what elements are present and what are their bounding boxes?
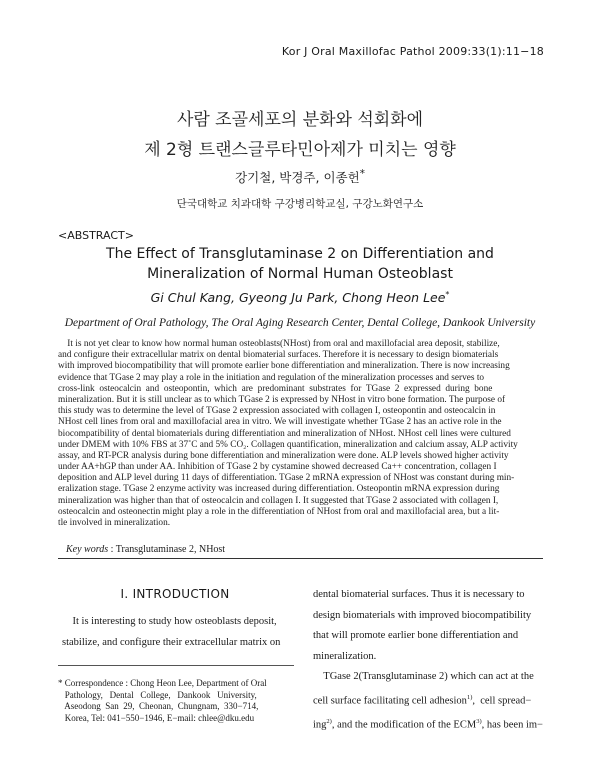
- english-affiliation: Department of Oral Pathology, The Oral Aging Research Center, Dental College, Dankook University: [64, 317, 536, 329]
- abstract-line: biocompatibility of dental biomaterials during differentiation and mineralization of NHost. NHost cell lines were cultured: [58, 428, 511, 439]
- correspondence-footnote: [58, 678, 296, 724]
- body-line: TGase 2(Transglutaminase 2) which can act at the: [313, 671, 534, 683]
- body-line: dental biomaterial surfaces. Thus it is necessary to: [313, 589, 525, 600]
- text-fragment: cell surface facilitating cell adhesion: [313, 695, 467, 707]
- abstract-line: with improved biocompatibility that will promote earlier bone differentiation and mineralization. There is now increasing: [58, 361, 510, 372]
- abstract-line: eralization stage. TGase 2 enzyme activity was increased during differentiation. Osteopontin mRNA expression during: [58, 484, 500, 495]
- abstract-line: mineralization was higher than that of osteocalcin and collagen I. It suggested that TGase 2 associated with collagen I,: [58, 495, 499, 506]
- body-line: [313, 688, 544, 712]
- abstract-line: under AA+hGP than under AA. Inhibition of TGase 2 by cystamine showed decreased Ca++ concentration, collagen I: [58, 462, 497, 473]
- abstract-body: [58, 339, 543, 529]
- keywords-label: Key words: [66, 544, 109, 555]
- abstract-line: mineralization. But it is still unclear as to which TGase 2 is expressed by NHost in vitro bone formation. The purpose of: [58, 394, 506, 405]
- right-column-text: [313, 585, 544, 736]
- korean-authors: [0, 168, 600, 186]
- body-line: that will promote earlier bone differentiation and: [313, 630, 519, 642]
- english-authors: [0, 290, 600, 305]
- english-title-line-2: Mineralization of Normal Human Osteoblast: [147, 266, 453, 282]
- citation-ref: 2): [326, 718, 332, 726]
- english-title-line-1: The Effect of Transglutaminase 2 on Differentiation and: [106, 246, 494, 262]
- abstract-line: under DMEM with 10% FBS at 37˚C and 5% CO₂. Collagen quantification, mineralization and calcium assay, ALP activity: [58, 439, 518, 450]
- journal-reference: Kor J Oral Maxillofac Pathol 2009:33(1):11−18: [281, 45, 544, 58]
- text-fragment: , cell spread−: [472, 695, 532, 707]
- abstract-line: cross-link osteocalcin and osteopontin, which are predominant substrates for TGase 2 expressed during bone: [58, 383, 493, 394]
- section-heading-introduction: I. INTRODUCTION: [120, 587, 230, 601]
- body-line: It is interesting to study how osteoblasts deposit,: [62, 616, 277, 627]
- footnote-line: * Correspondence : Chong Heon Lee, Department of Oral: [58, 678, 267, 688]
- korean-affiliation: 단국대학교 치과대학 구강병리학교실, 구강노화연구소: [176, 198, 424, 210]
- korean-author-names: 강기철, 박경주, 이종헌: [235, 170, 360, 186]
- footnote-line: Aseodong San 29, Cheonan, Chungnam, 330−714,: [58, 701, 259, 712]
- body-line: [313, 712, 544, 736]
- footnote-line: Pathology, Dental College, Dankook University,: [58, 689, 257, 700]
- abstract-line: osteocalcin and osteonectin might play a role in the differentiation of NHost from oral and maxillofacial area, but a lit-: [58, 506, 500, 517]
- korean-title-line-1: 사람 조골세포의 분화와 석회화에: [176, 110, 424, 130]
- footnote-divider: [58, 665, 294, 666]
- keywords-value: : Transglutaminase 2, NHost: [108, 544, 226, 555]
- body-line: mineralization.: [313, 650, 377, 662]
- abstract-label: <ABSTRACT>: [58, 229, 134, 242]
- divider: [58, 558, 543, 559]
- korean-title-line-2: 제 2형 트랜스글루타민아제가 미치는 영향: [144, 140, 456, 160]
- text-fragment: , and the modification of the ECM: [331, 719, 477, 731]
- footnote-line: Korea, Tel: 041−550−1946, E−mail: chlee@dku.edu: [58, 712, 255, 723]
- citation-ref: 1): [466, 693, 473, 701]
- abstract-line: It is not yet clear to know how normal human osteoblasts(NHost) from oral and maxillofacial area deposit, stabilize,: [58, 339, 500, 349]
- english-author-names: Gi Chul Kang, Gyeong Ju Park, Chong Heon Lee: [150, 290, 446, 306]
- abstract-line: this study was to determine the level of TGase 2 expression associated with collagen I, osteopontin and osteocalcin in: [58, 406, 496, 417]
- text-fragment: , has been im−: [481, 719, 543, 731]
- left-column-text: [62, 612, 296, 653]
- corresponding-mark: *: [445, 290, 450, 299]
- abstract-line: deposition and ALP level during 11 days of differentiation. TGase 2 mRNA expression of NHost was constant during min-: [58, 473, 515, 484]
- abstract-line: assay, and RT-PCR analysis during bone differentiation and mineralization were done. ALP levels showed higher activity: [58, 450, 509, 461]
- keywords: [66, 544, 225, 555]
- corresponding-mark: *: [359, 168, 365, 180]
- abstract-line: evidence that TGase 2 may play a role in the initiation and regulation of the mineralization processes and serves to: [58, 372, 485, 383]
- abstract-line: and configure their extracellular matrix on dental biomaterial surfaces. Therefore it is necessary to design biomaterials: [58, 350, 499, 361]
- body-line: stabilize, and configure their extracellular matrix on: [62, 636, 281, 648]
- abstract-line: tle involved in mineralization.: [58, 518, 171, 528]
- body-line: design biomaterials with improved biocompatibility: [313, 609, 532, 621]
- text-fragment: ing: [313, 719, 327, 731]
- citation-ref: 3): [476, 718, 482, 726]
- abstract-line: NHost cell lines from oral and maxillofacial area in vitro. We will investigate whether TGase 2 has an active role in the: [58, 417, 502, 428]
